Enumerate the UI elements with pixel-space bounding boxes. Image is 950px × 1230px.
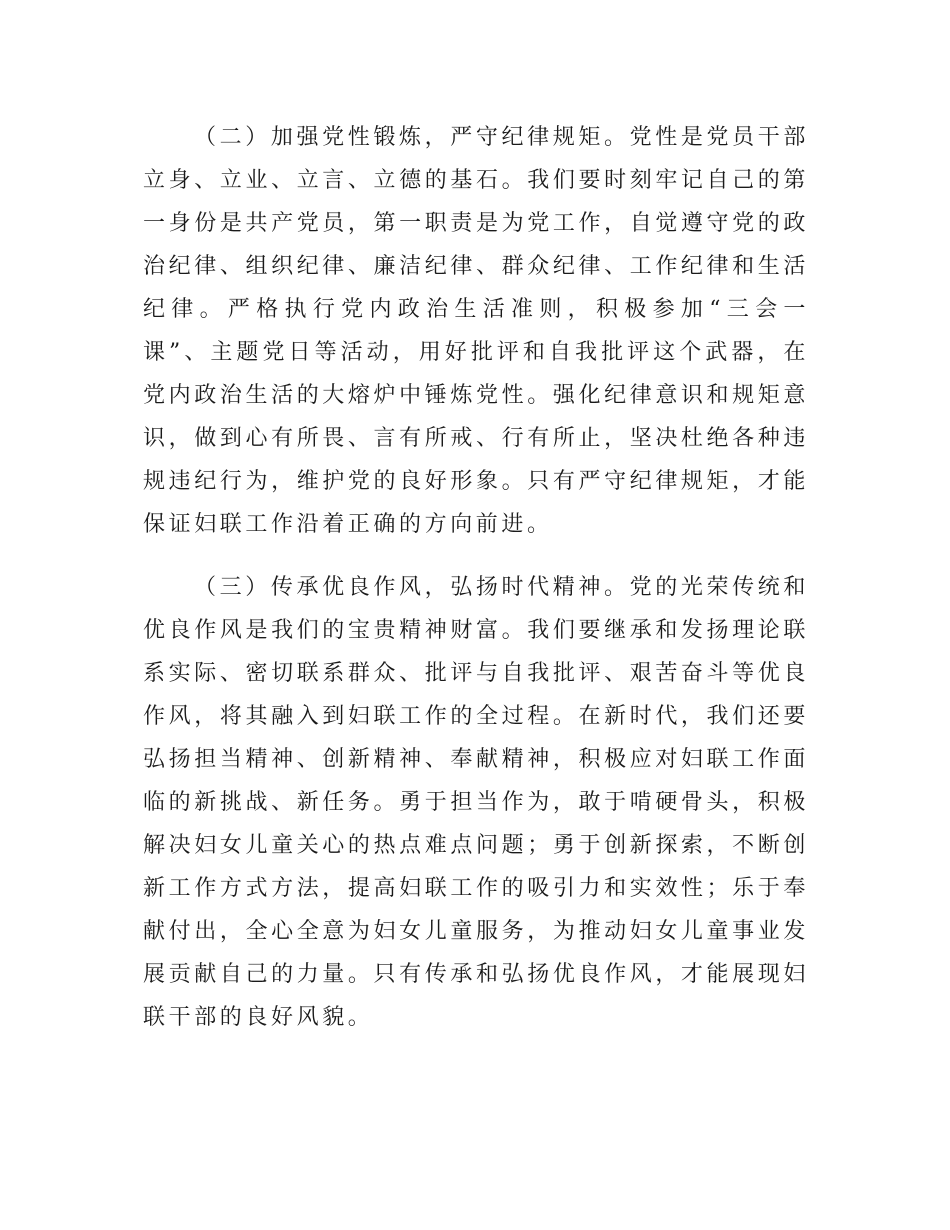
paragraph-inherit-fine-style: （三）传承优良作风，弘扬时代精神。党的光荣传统和优良作风是我们的宝贵精神财富。我们要继承和发扬理论联系实际、密切联系群众、批评与自我批评、艰苦奋斗等优良作风，将其融入到妇联工作的全过程。在新时代，我们还要弘扬担当精神、创新精神、奉献精神，积极应对妇联工作面临的新挑战、新任务。勇于担当作为，敢于啃硬骨头，积极解决妇女儿童关心的热点难点问题；勇于创新探索，不断创新工作方式方法，提高妇联工作的吸引力和实效性；乐于奉献付出，全心全意为妇女儿童服务，为推动妇女儿童事业发展贡献自己的力量。只有传承和弘扬优良作风，才能展现妇联干部的良好风貌。 xyxy=(143,575,809,1030)
document-body xyxy=(143,116,809,1039)
paragraph-strengthen-party-spirit: （二）加强党性锻炼，严守纪律规矩。党性是党员干部立身、立业、立言、立德的基石。我们要时刻牢记自己的第一身份是共产党员，第一职责是为党工作，自觉遵守党的政治纪律、组织纪律、廉洁纪律、群众纪律、工作纪律和生活纪律。严格执行党内政治生活准则，积极参加“三会一课”、主题党日等活动，用好批评和自我批评这个武器，在党内政治生活的大熔炉中锤炼党性。强化纪律意识和规矩意识，做到心有所畏、言有所戒、行有所止，坚决杜绝各种违规违纪行为，维护党的良好形象。只有严守纪律规矩，才能保证妇联工作沿着正确的方向前进。 xyxy=(143,125,809,537)
